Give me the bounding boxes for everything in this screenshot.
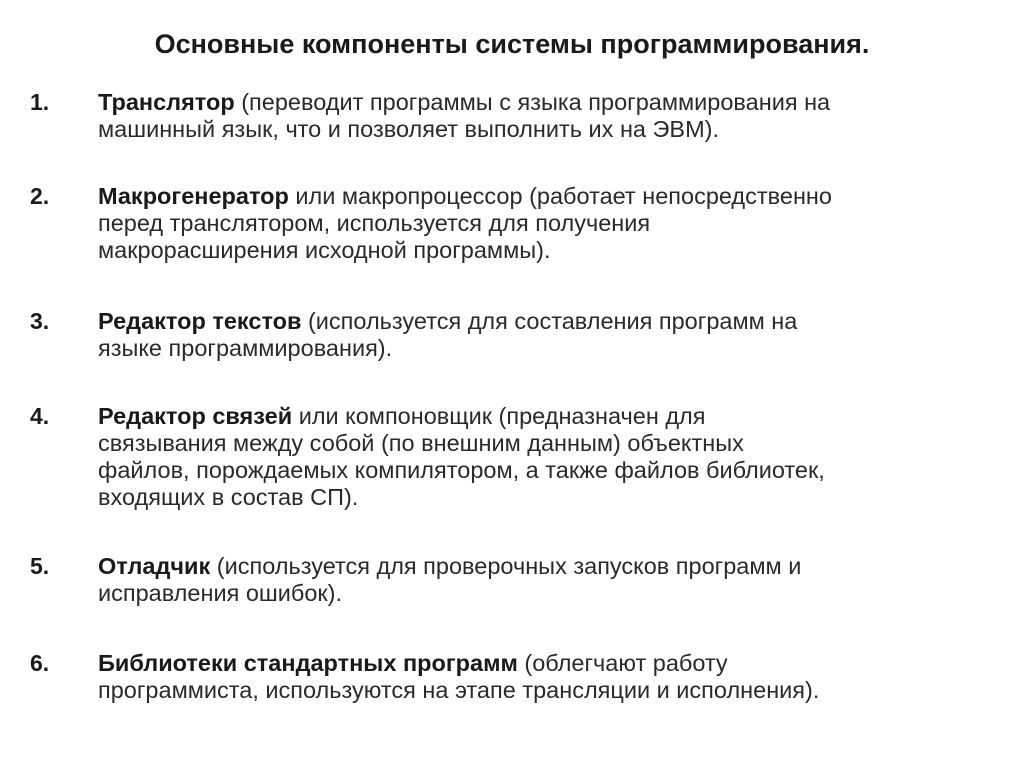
item-text	[98, 89, 998, 143]
item-number: 2.	[30, 183, 50, 209]
item-description-line: (используется для проверочных запусков программ и	[216, 553, 802, 579]
item-number: 3.	[30, 308, 50, 334]
item-term: Редактор текстов	[98, 308, 302, 334]
item-description-line: исправления ошибок).	[98, 580, 343, 606]
item-description-line: входящих в состав СП).	[98, 484, 359, 510]
item-description-line: или макропроцессор (работает непосредственно	[295, 183, 832, 209]
item-description-line: связывания между собой (по внешним данным) объектных	[98, 430, 744, 456]
item-term: Отладчик	[98, 553, 211, 579]
item-text	[98, 403, 998, 511]
item-description-line: (переводит программы с языка программирования на	[241, 89, 831, 115]
item-text	[98, 183, 998, 264]
item-description-line: перед транслятором, используется для получения	[98, 210, 651, 236]
item-description-line: программиста, используются на этапе трансляции и исполнения).	[98, 677, 820, 703]
item-number: 6.	[30, 650, 50, 676]
item-description-line: (используется для составления программ на	[307, 308, 798, 334]
item-number: 4.	[30, 403, 50, 429]
item-number: 1.	[30, 89, 50, 115]
item-description-line: языке программирования).	[98, 335, 393, 361]
item-term: Транслятор	[98, 89, 235, 115]
item-description-line: макрорасширения исходной программы).	[98, 237, 551, 263]
item-term: Библиотеки стандартных программ	[98, 650, 518, 676]
item-number: 5.	[30, 553, 50, 579]
item-text	[98, 308, 998, 362]
item-description-line: файлов, порождаемых компилятором, а также файлов библиотек,	[98, 457, 825, 483]
item-description-line: или компоновщик (предназначен для	[298, 403, 706, 429]
slide-title: Основные компоненты системы программирования.	[154, 29, 870, 59]
item-description-line: машинный язык, что и позволяет выполнить их на ЭВМ).	[98, 116, 720, 142]
item-text	[98, 553, 998, 607]
item-description-line: (облегчают работу	[524, 650, 728, 676]
item-term: Редактор связей	[98, 403, 293, 429]
item-text	[98, 650, 998, 704]
item-term: Макрогенератор	[98, 183, 289, 209]
